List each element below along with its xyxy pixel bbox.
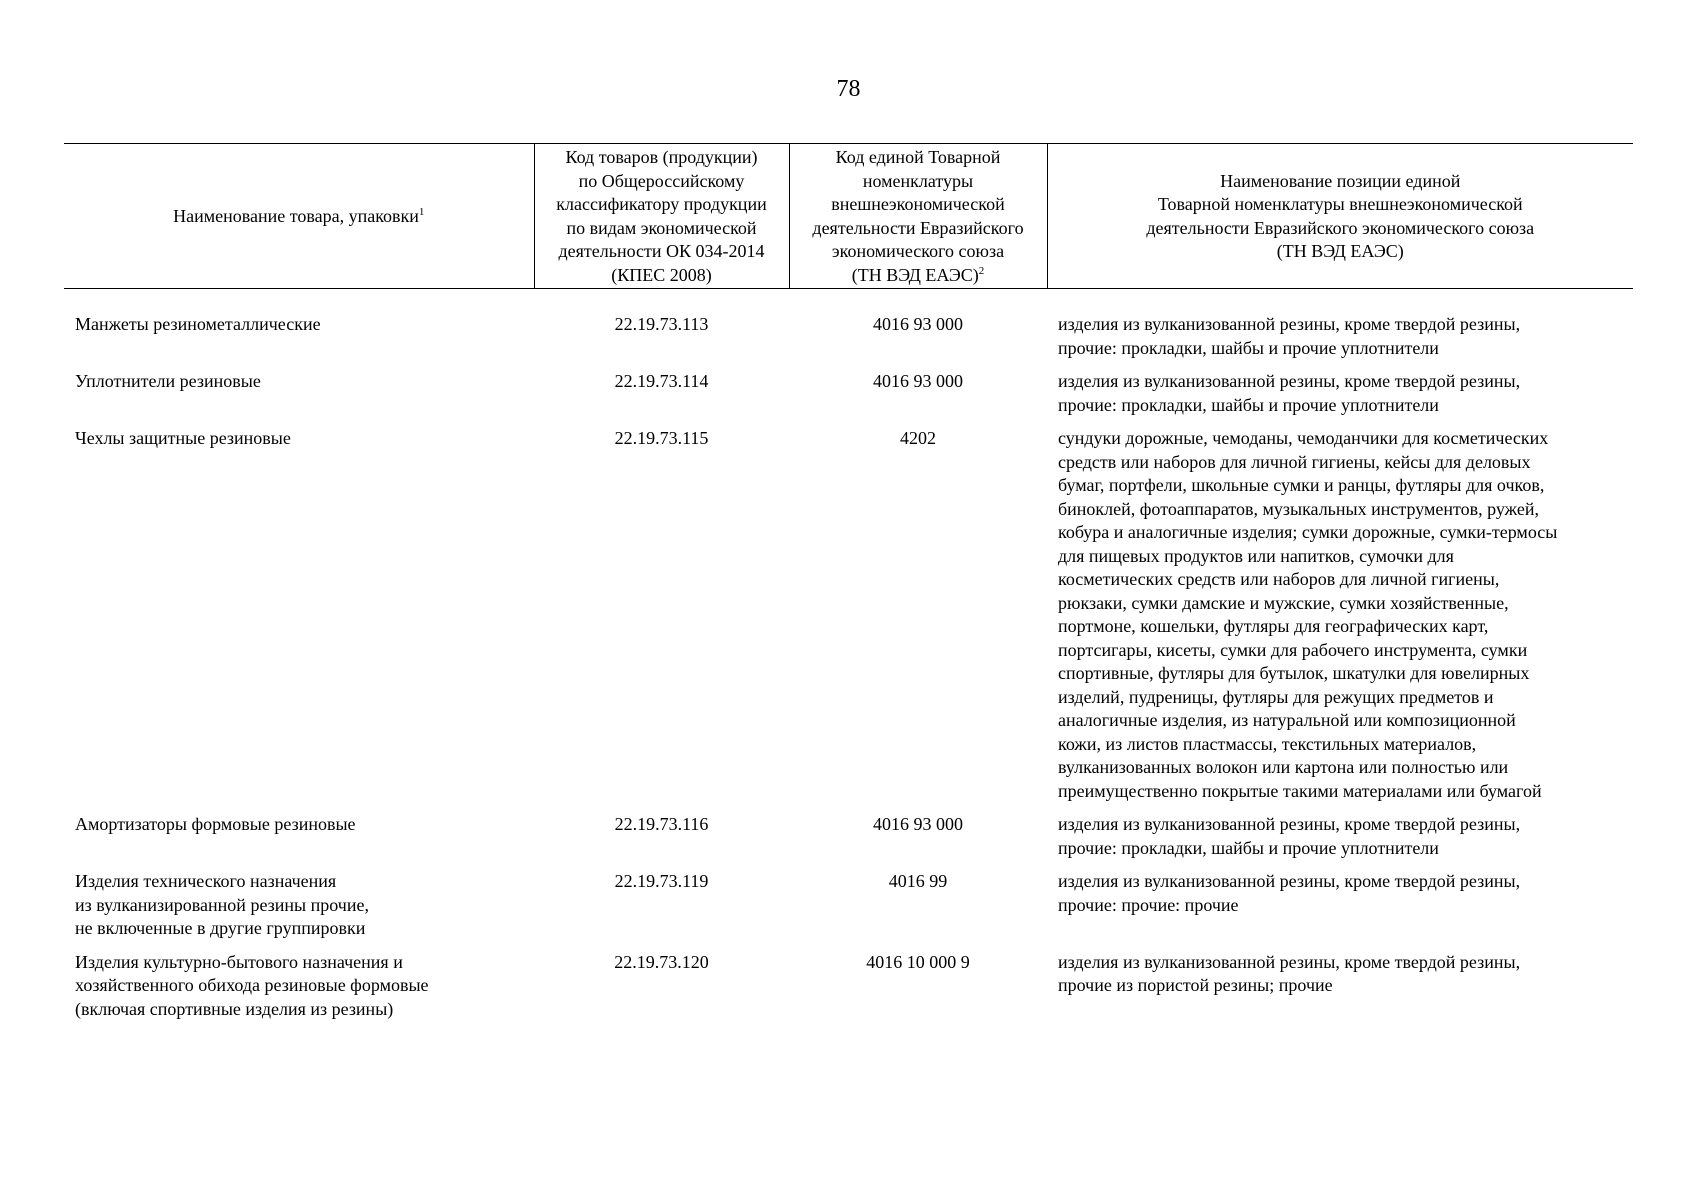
okpd-code-cell [534,813,789,870]
tnved-description-line: изделия из вулканизованной резины, кроме твердой резины, [1058,371,1521,391]
product-name-line: Амортизаторы формовые резиновые [75,814,356,834]
tnved-description-line: аналогичные изделия, из натуральной или композиционной [1058,710,1516,730]
tnved-description-line: рюкзаки, сумки дамские и мужские, сумки хозяйственные, [1058,592,1509,613]
header-line: деятельности Евразийского [812,217,1024,238]
page-number: 78 [836,76,861,102]
header-line: Наименование позиции единой [1220,170,1461,191]
product-name-line: (включая спортивные изделия из резины) [75,998,394,1019]
tnved-description-line: изделия из вулканизованной резины, кроме твердой резины, [1058,951,1521,972]
tnved-description-line: прочие из пористой резины; прочие [1058,975,1333,995]
okpd-code-cell [534,951,789,1032]
header-line: номенклатуры [862,170,974,191]
table-body [64,289,1633,1032]
product-name-cell [64,951,534,1032]
table-row [64,951,1633,1032]
header-line: деятельности Евразийского экономического союза [1146,217,1535,238]
okpd-code-cell [534,370,789,427]
header-line: (ТН ВЭД ЕАЭС) [851,264,979,285]
header-line: по видам экономической [566,217,757,238]
tnved-description-line: изделий, пудреницы, футляры для режущих предметов и [1058,686,1494,707]
tnved-description-cell [1047,870,1633,951]
tnved-code-cell [789,427,1047,813]
tnved-description-line: прочие: прочие: прочие [1058,894,1239,915]
okpd-code: 22.19.73.116 [614,814,709,834]
tnved-description-line: портмоне, кошельки, футляры для географических карт, [1058,616,1489,636]
header-tnved-code [789,144,1047,289]
header-product-name [64,144,534,289]
okpd-code: 22.19.73.120 [614,951,709,972]
product-name-line: Уплотнители резиновые [75,371,261,391]
tnved-description-line: спортивные, футляры для бутылок, шкатулки для ювелирных [1058,663,1530,683]
table-row [64,370,1633,427]
product-name-cell [64,870,534,951]
header-line: экономического союза [831,241,1005,261]
tnved-description-line: кожи, из листов пластмассы, текстильных материалов, [1058,733,1477,754]
product-name-cell [64,289,534,371]
tnved-description-line: бумаг, портфели, школьные сумки и ранцы, футляры для очков, [1058,475,1545,495]
tnved-description-line: изделия из вулканизованной резины, кроме твердой резины, [1058,814,1521,834]
header-line: Товарной номенклатуры внешнеэкономической [1157,194,1523,214]
tnved-code: 4202 [900,428,936,448]
header-line: Код товаров (продукции) [565,147,758,167]
header-line: внешнеэкономической [831,194,1005,214]
product-name-cell [64,813,534,870]
product-name-cell [64,427,534,813]
tnved-description-line: преимущественно покрытые такими материалами или бумагой [1058,780,1542,801]
tnved-code: 4016 93 000 [873,814,963,834]
tnved-description-line: кобура и аналогичные изделия; сумки дорожные, сумки-термосы [1058,522,1558,542]
header-line: (ТН ВЭД ЕАЭС) [1276,241,1404,261]
tnved-code-cell [789,951,1047,1032]
tnved-code-cell [789,813,1047,870]
header-line: Код единой Товарной [835,147,1001,167]
tnved-description-line: прочие: прокладки, шайбы и прочие уплотнители [1058,394,1439,415]
tnved-code-cell [789,370,1047,427]
header-line: по Общероссийскому [578,170,745,191]
okpd-code-cell [534,427,789,813]
okpd-code: 22.19.73.115 [614,428,709,448]
goods-table [64,143,1633,1031]
tnved-description-line: вулканизованных волокон или картона или полностью или [1058,757,1509,777]
okpd-code: 22.19.73.114 [614,371,709,391]
tnved-description-line: косметических средств или наборов для личной гигиены, [1058,569,1500,589]
tnved-description-line: портсигары, кисеты, сумки для рабочего инструмента, сумки [1058,639,1528,660]
header-line: (КПЕС 2008) [611,264,712,285]
footnote-mark: 1 [418,205,425,218]
tnved-code-cell [789,870,1047,951]
header-line: деятельности ОК 034-2014 [558,241,765,261]
header-line: классификатору продукции [556,194,767,214]
table-row [64,427,1633,813]
header-product-name-text: Наименование товара, упаковки [173,205,419,226]
tnved-description-line: прочие: прокладки, шайбы и прочие уплотнители [1058,337,1439,358]
tnved-description-cell [1047,289,1633,371]
table-row [64,870,1633,951]
product-name-line: Манжеты резинометаллические [75,314,321,334]
tnved-description-cell [1047,951,1633,1032]
tnved-description-cell [1047,370,1633,427]
tnved-description-cell [1047,813,1633,870]
tnved-description-line: биноклей, фотоаппаратов, музыкальных инструментов, ружей, [1058,498,1539,519]
table-header [64,144,1633,289]
product-name-line: хозяйственного обихода резиновые формовые [75,975,429,995]
tnved-description-line: изделия из вулканизованной резины, кроме твердой резины, [1058,314,1521,334]
table-row [64,813,1633,870]
tnved-code: 4016 99 [888,871,948,891]
tnved-code: 4016 93 000 [873,314,963,334]
tnved-code-cell [789,289,1047,371]
header-tnved-name [1047,144,1633,289]
tnved-description-line: сундуки дорожные, чемоданы, чемоданчики для косметических [1058,428,1549,448]
product-name-line: Изделия культурно-бытового назначения и [75,951,403,972]
tnved-code: 4016 93 000 [873,371,963,391]
tnved-description-cell [1047,427,1633,813]
product-name-cell [64,370,534,427]
product-name-line: Чехлы защитные резиновые [75,428,291,448]
product-name-line: не включенные в другие группировки [75,918,366,938]
tnved-description-line: изделия из вулканизованной резины, кроме твердой резины, [1058,871,1521,891]
header-okpd-code [534,144,789,289]
tnved-code: 4016 10 000 9 [866,951,970,972]
okpd-code: 22.19.73.119 [614,871,709,891]
okpd-code: 22.19.73.113 [614,314,709,334]
okpd-code-cell [534,289,789,371]
tnved-description-line: средств или наборов для личной гигиены, кейсы для деловых [1058,451,1531,472]
product-name-line: Изделия технического назначения [75,871,337,891]
tnved-description-line: прочие: прокладки, шайбы и прочие уплотнители [1058,837,1439,858]
tnved-description-line: для пищевых продуктов или напитков, сумочки для [1058,545,1454,566]
okpd-code-cell [534,870,789,951]
table-row [64,289,1633,371]
product-name-line: из вулканизированной резины прочие, [75,894,369,915]
footnote-mark: 2 [978,264,985,277]
